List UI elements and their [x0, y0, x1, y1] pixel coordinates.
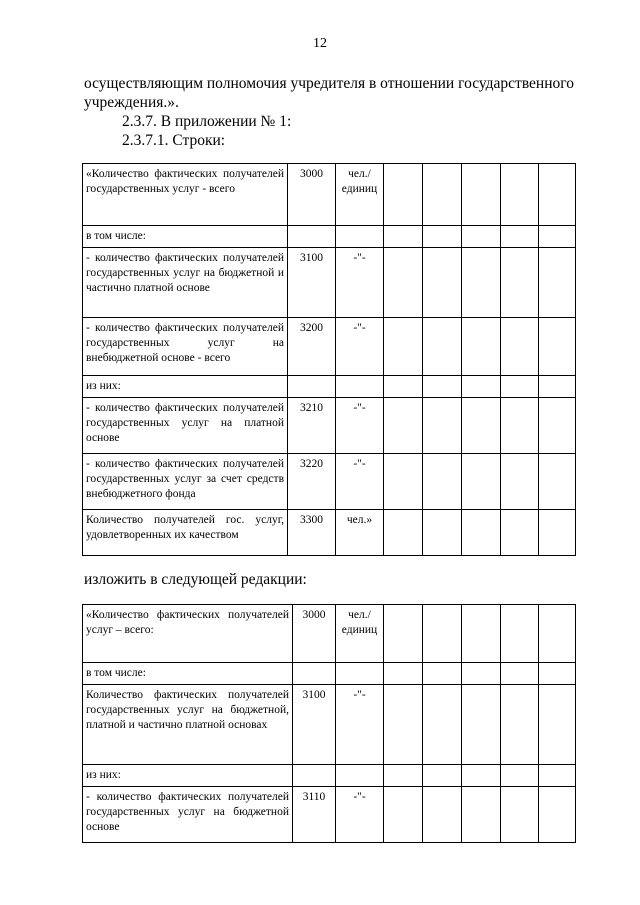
table-row — [83, 787, 576, 843]
empty-cell — [539, 318, 576, 376]
empty-cell — [462, 510, 501, 556]
empty-cell — [501, 765, 539, 787]
table-row — [83, 765, 576, 787]
row-description: Количество фактических получателей государственных услуг на бюджетной, платной и частично платной основах — [83, 685, 293, 765]
empty-cell — [384, 226, 423, 248]
empty-cell — [501, 226, 539, 248]
empty-cell — [539, 765, 576, 787]
empty-cell — [384, 398, 423, 454]
old-rows-table — [82, 163, 576, 556]
row-unit: чел.» — [336, 510, 384, 556]
empty-cell — [501, 510, 539, 556]
row-description: - количество фактических получателей государственных услуг на платной основе — [83, 398, 288, 454]
empty-cell — [462, 685, 501, 765]
row-description: в том числе: — [83, 663, 293, 685]
empty-cell — [384, 765, 423, 787]
intro-word: отношении — [380, 75, 455, 92]
empty-cell — [462, 226, 501, 248]
row-description: в том числе: — [83, 226, 288, 248]
empty-cell — [423, 765, 462, 787]
row-code: 3110 — [293, 787, 336, 843]
table-row — [83, 510, 576, 556]
intro-word: полномочия — [206, 75, 287, 92]
intro-line-4: 2.3.7.1. Строки: — [122, 132, 226, 149]
empty-cell — [539, 787, 576, 843]
empty-cell — [423, 398, 462, 454]
empty-cell — [423, 376, 462, 398]
row-unit: -"- — [336, 248, 384, 318]
empty-cell — [423, 248, 462, 318]
table-row — [83, 605, 576, 663]
new-rows-table — [82, 604, 576, 843]
empty-cell — [423, 510, 462, 556]
empty-cell — [501, 376, 539, 398]
row-code: 3100 — [288, 248, 336, 318]
empty-cell — [462, 164, 501, 226]
empty-cell — [423, 605, 462, 663]
empty-cell — [462, 663, 501, 685]
page-number: 12 — [313, 36, 327, 51]
empty-cell — [539, 685, 576, 765]
row-description: «Количество фактических получателей государственных услуг - всего — [83, 164, 288, 226]
empty-cell — [384, 318, 423, 376]
intro-word: учредителя — [290, 75, 366, 92]
empty-cell — [539, 663, 576, 685]
empty-cell — [423, 454, 462, 510]
empty-cell — [501, 454, 539, 510]
intro-line-2: учреждения.». — [84, 94, 179, 111]
empty-cell — [539, 398, 576, 454]
empty-cell — [462, 765, 501, 787]
intro-word: осуществляющим — [84, 75, 204, 92]
intro-text — [84, 74, 574, 150]
empty-cell — [384, 164, 423, 226]
empty-cell — [539, 376, 576, 398]
empty-cell — [423, 663, 462, 685]
empty-cell — [384, 376, 423, 398]
row-code: 3100 — [293, 685, 336, 765]
empty-cell — [539, 605, 576, 663]
row-description: - количество фактических получателей государственных услуг на внебюджетной основе - всего — [83, 318, 288, 376]
empty-cell — [539, 510, 576, 556]
empty-cell — [423, 318, 462, 376]
row-code — [293, 765, 336, 787]
empty-cell — [539, 248, 576, 318]
row-code: 3300 — [288, 510, 336, 556]
empty-cell — [384, 454, 423, 510]
empty-cell — [423, 685, 462, 765]
empty-cell — [501, 398, 539, 454]
row-unit: чел./ единиц — [336, 605, 384, 663]
row-code: 3210 — [288, 398, 336, 454]
empty-cell — [462, 605, 501, 663]
empty-cell — [384, 685, 423, 765]
row-unit: чел./ единиц — [336, 164, 384, 226]
empty-cell — [539, 164, 576, 226]
row-unit — [336, 765, 384, 787]
row-code: 3220 — [288, 454, 336, 510]
table-row — [83, 454, 576, 510]
row-code: 3000 — [293, 605, 336, 663]
intro-word: государственного — [458, 75, 574, 92]
row-description: - количество фактических получателей государственных услуг за счет средств внебюджетного фонда — [83, 454, 288, 510]
empty-cell — [423, 787, 462, 843]
table-row — [83, 663, 576, 685]
empty-cell — [501, 787, 539, 843]
intro-word: в — [368, 75, 377, 92]
row-unit — [336, 663, 384, 685]
row-unit: -"- — [336, 787, 384, 843]
empty-cell — [462, 787, 501, 843]
row-unit: -"- — [336, 398, 384, 454]
empty-cell — [384, 605, 423, 663]
empty-cell — [384, 663, 423, 685]
row-unit: -"- — [336, 318, 384, 376]
empty-cell — [539, 226, 576, 248]
empty-cell — [501, 663, 539, 685]
row-code — [293, 663, 336, 685]
table-row — [83, 398, 576, 454]
empty-cell — [384, 787, 423, 843]
table-row — [83, 226, 576, 248]
empty-cell — [501, 605, 539, 663]
row-description: из них: — [83, 376, 288, 398]
empty-cell — [423, 164, 462, 226]
empty-cell — [462, 376, 501, 398]
row-code: 3000 — [288, 164, 336, 226]
empty-cell — [501, 318, 539, 376]
table-row — [83, 164, 576, 226]
intro-line-1 — [84, 74, 574, 93]
row-description: «Количество фактических получателей услуг – всего: — [83, 605, 293, 663]
empty-cell — [462, 248, 501, 318]
intro-line-3: 2.3.7. В приложении № 1: — [122, 113, 292, 130]
row-code — [288, 226, 336, 248]
row-unit — [336, 226, 384, 248]
table-row — [83, 685, 576, 765]
row-description: - количество фактических получателей государственных услуг на бюджетной и частично платной основе — [83, 248, 288, 318]
empty-cell — [423, 226, 462, 248]
row-unit: -"- — [336, 685, 384, 765]
empty-cell — [539, 454, 576, 510]
table-row — [83, 318, 576, 376]
empty-cell — [384, 248, 423, 318]
row-unit — [336, 376, 384, 398]
replacement-text: изложить в следующей редакции: — [84, 571, 307, 588]
empty-cell — [384, 510, 423, 556]
row-description: - количество фактических получателей государственных услуг на бюджетной основе — [83, 787, 293, 843]
empty-cell — [462, 454, 501, 510]
row-code — [288, 376, 336, 398]
empty-cell — [501, 164, 539, 226]
empty-cell — [462, 398, 501, 454]
row-code: 3200 — [288, 318, 336, 376]
row-description: Количество получателей гос. услуг, удовлетворенных их качеством — [83, 510, 288, 556]
row-unit: -"- — [336, 454, 384, 510]
table-row — [83, 248, 576, 318]
empty-cell — [501, 685, 539, 765]
table-row — [83, 376, 576, 398]
empty-cell — [501, 248, 539, 318]
row-description: из них: — [83, 765, 293, 787]
empty-cell — [462, 318, 501, 376]
